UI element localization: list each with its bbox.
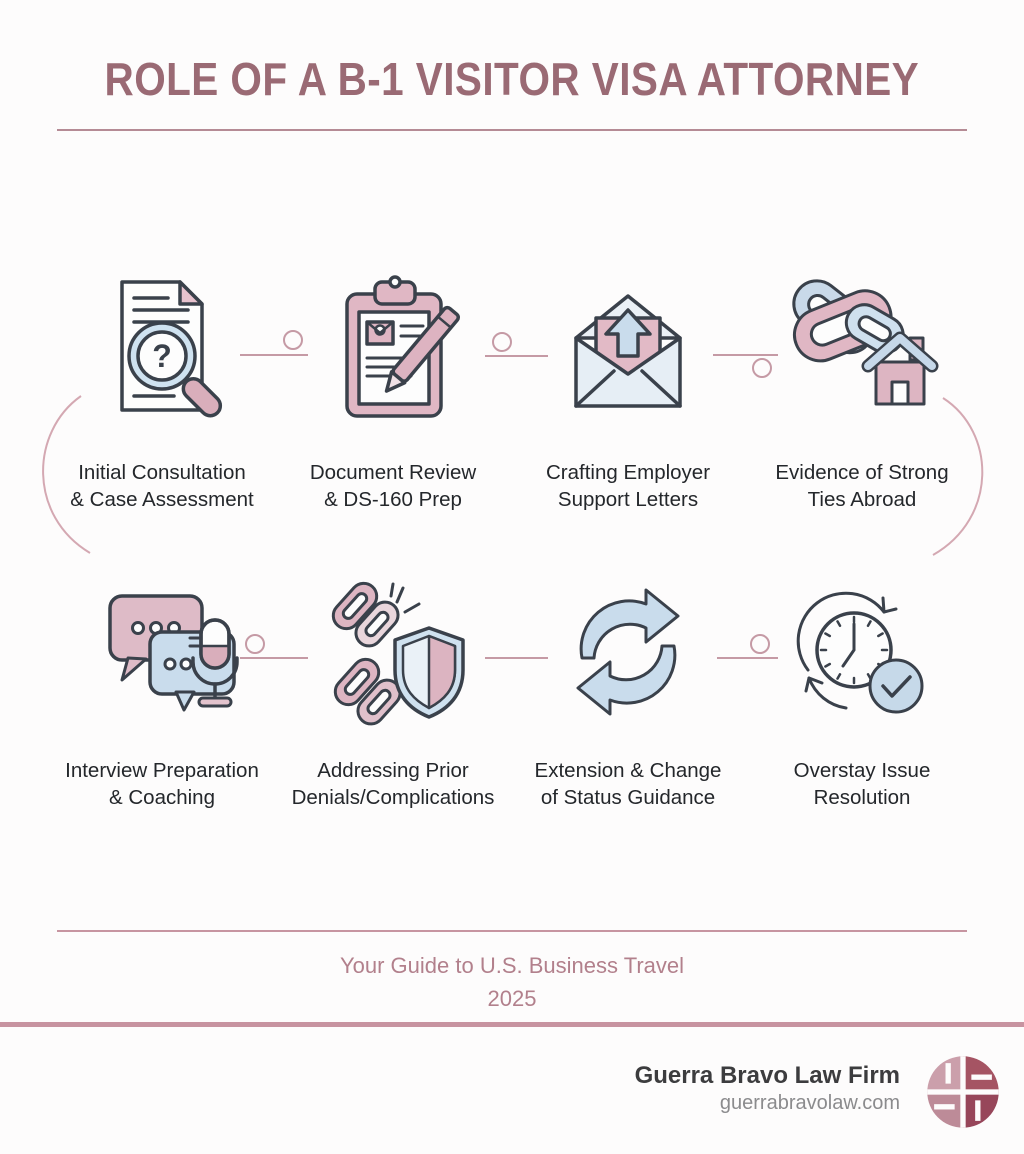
- connector-node: [246, 635, 264, 653]
- step-label: [712, 757, 1012, 811]
- step-label-line: Denials/Complications: [291, 786, 495, 809]
- firm-name: Guerra Bravo Law Firm: [634, 1062, 900, 1089]
- step-label: [712, 459, 1012, 513]
- tagline: Your Guide to U.S. Business Travel: [339, 953, 685, 978]
- accent-bar: [0, 1022, 1024, 1027]
- firm-website: guerrabravolaw.com: [719, 1092, 900, 1114]
- question-mark-glyph: ?: [152, 338, 172, 374]
- step-label-line: Evidence of Strong: [775, 461, 949, 484]
- clipboard-pencil-icon: [313, 268, 473, 428]
- knot-house-icon: [782, 268, 942, 428]
- step-label-line: Addressing Prior: [317, 759, 469, 782]
- step-label-line: Extension & Change: [534, 759, 722, 782]
- step-label-line: Initial Consultation: [78, 461, 246, 484]
- step-label-line: & Case Assessment: [70, 488, 254, 511]
- connector-node: [493, 333, 511, 351]
- page-title: [0, 52, 1024, 106]
- connector-node: [284, 331, 302, 349]
- envelope-letter-icon: [548, 268, 708, 428]
- footer-divider: [57, 930, 967, 932]
- document-magnifier-icon: [82, 268, 242, 428]
- connector-node: [753, 359, 771, 377]
- year: 2025: [487, 986, 537, 1011]
- step-label-line: Overstay Issue: [793, 759, 931, 782]
- chat-microphone-icon: [82, 572, 242, 732]
- step-label-line: of Status Guidance: [540, 786, 716, 809]
- step-label-line: Resolution: [813, 786, 911, 809]
- title-divider: [57, 129, 967, 131]
- broken-chain-shield-icon: [313, 572, 473, 732]
- cycle-arrows-icon: [548, 572, 708, 732]
- step-label-line: Document Review: [309, 461, 477, 484]
- step-label-line: & DS-160 Prep: [324, 488, 462, 511]
- step-label-line: Ties Abroad: [807, 488, 917, 511]
- step-label-line: & Coaching: [109, 786, 215, 809]
- firm-info: [635, 1062, 900, 1116]
- clock-check-icon: [782, 572, 942, 732]
- step-label-line: Support Letters: [557, 488, 699, 511]
- firm-logo-icon: [924, 1054, 1002, 1130]
- step-label-line: Crafting Employer: [545, 461, 711, 484]
- page-title-text: ROLE OF A B-1 VISITOR VISA ATTORNEY: [104, 53, 920, 105]
- connector-node: [751, 635, 769, 653]
- step-label-line: Interview Preparation: [65, 759, 259, 782]
